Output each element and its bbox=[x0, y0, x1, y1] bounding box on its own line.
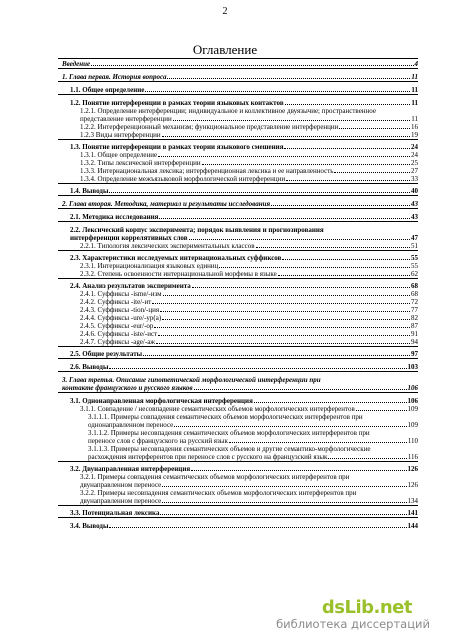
toc-entry-2-1[interactable] bbox=[58, 213, 418, 221]
toc-dot-leader bbox=[156, 343, 410, 344]
toc-dot-leader bbox=[162, 486, 406, 487]
toc-entry-1-2[interactable] bbox=[58, 99, 418, 107]
toc-entry-text: Введение bbox=[62, 60, 91, 68]
toc-entry-text: 1.2.1. Определение интерференции; индивидуальное и коллективное двуязычие; пространственное bbox=[80, 107, 376, 115]
toc-entry-text: 3.3. Потенциальная лексика bbox=[70, 509, 160, 517]
toc-page-number: 24 bbox=[411, 151, 418, 159]
toc-entry-text: 1.3. Понятие интерференции в рамках теории языкового смешения bbox=[70, 143, 284, 151]
toc-dot-leader bbox=[229, 442, 407, 443]
toc-entry-text: 1.3.3. Интернациональная лексика; интерференционная лексика и ее направленность bbox=[80, 167, 334, 175]
toc-page-number: 40 bbox=[411, 187, 418, 195]
toc-entry-text: 2.1. Методика исследования bbox=[70, 213, 159, 221]
toc-entry-text: 1.2.2. Интерференционный механизм; функциональное представление интерференции bbox=[80, 123, 339, 131]
toc-entry-text: 2.2. Лексический корпус эксперимента; порядок выявления и прогнозирования bbox=[70, 226, 324, 234]
toc-entry-2-4-7[interactable] bbox=[58, 338, 418, 346]
toc-entry-2-4-3[interactable] bbox=[58, 306, 418, 314]
toc-entry-text: 2.3. Характеристики исследуемых интернациональных суффиксов bbox=[70, 254, 282, 262]
toc-dot-leader bbox=[173, 120, 411, 121]
toc-entry-2-4[interactable] bbox=[58, 282, 418, 290]
toc-page-number: 68 bbox=[411, 290, 418, 298]
toc-dot-leader bbox=[109, 368, 406, 369]
toc-dot-leader bbox=[154, 327, 410, 328]
toc-entry-ch1[interactable] bbox=[58, 73, 418, 81]
toc-entry-text: 2.5. Общие результаты bbox=[70, 350, 143, 358]
toc-page-number: 82 bbox=[411, 314, 418, 322]
toc-page-number: 106 bbox=[407, 397, 418, 405]
toc-entry-text: 2.6. Выводы bbox=[70, 363, 109, 371]
toc-dot-leader bbox=[143, 355, 410, 356]
toc-entry-1-3-3[interactable] bbox=[58, 167, 418, 175]
toc-entry-2-3-2[interactable] bbox=[58, 270, 418, 278]
toc-entry-text: 2.4.2. Суффиксы -ite/-ит bbox=[80, 298, 152, 306]
toc-page-number: 33 bbox=[411, 175, 418, 183]
toc-entry-3-2[interactable] bbox=[58, 465, 418, 473]
toc-entry-3-4[interactable] bbox=[58, 522, 418, 530]
toc-page-number: 87 bbox=[411, 322, 418, 330]
toc-entry-2-6[interactable] bbox=[58, 363, 418, 371]
toc-entry-text: 2.3.1. Интернационализация языковых единиц bbox=[80, 262, 219, 270]
toc-page-number: 55 bbox=[411, 262, 418, 270]
toc-entry-text-continued: однонаправленном переносе bbox=[88, 421, 174, 429]
toc-dot-leader bbox=[174, 426, 406, 427]
toc-entry-2-3[interactable] bbox=[58, 254, 418, 262]
toc-entry-text: 3.1. Однонаправленная морфологическая интерференция bbox=[70, 397, 253, 405]
toc-entry-text: 1.2.3 Виды интерференции bbox=[80, 131, 161, 139]
toc-entry-text: 2.4.3. Суффиксы -tion/-ция bbox=[80, 306, 160, 314]
toc-page-number: 77 bbox=[411, 306, 418, 314]
toc-entry-3-1-1-3[interactable] bbox=[58, 445, 418, 461]
toc-dot-leader bbox=[145, 91, 410, 92]
toc-dot-leader bbox=[159, 218, 410, 219]
table-of-contents bbox=[58, 58, 418, 530]
toc-dot-leader bbox=[91, 65, 413, 66]
toc-entry-text: 1.3.1. Общее определение bbox=[80, 151, 158, 159]
toc-page-number: 11 bbox=[411, 86, 418, 94]
toc-entry-ch3[interactable] bbox=[58, 376, 418, 392]
toc-entry-text: 2.2.1. Типология лексических экспериментальных классов bbox=[80, 242, 255, 250]
toc-entry-2-4-6[interactable] bbox=[58, 330, 418, 338]
toc-entry-text: 3.1.1.3. Примеры несовпадения семантических объемов и другие семантико-морфологические bbox=[88, 445, 371, 453]
toc-entry-1-2-3[interactable] bbox=[58, 131, 418, 139]
toc-page-number: 109 bbox=[407, 405, 418, 413]
toc-entry-text: 1.2. Понятие интерференции в рамках теории языковых контактов bbox=[70, 99, 284, 107]
toc-dot-leader bbox=[192, 287, 410, 288]
toc-entry-text-continued: контакте французского и русского языков bbox=[62, 384, 193, 392]
toc-dot-leader bbox=[202, 164, 410, 165]
toc-dot-leader bbox=[162, 136, 410, 137]
toc-entry-1-3-1[interactable] bbox=[58, 151, 418, 159]
toc-dot-leader bbox=[356, 410, 407, 411]
toc-entry-text: 2.4.6. Суффиксы -iste/-ист bbox=[80, 330, 158, 338]
toc-dot-leader bbox=[256, 247, 410, 248]
toc-dot-leader bbox=[286, 180, 410, 181]
toc-entry-text: 1.3.4. Определение межъязыковой морфологической интерференции bbox=[80, 175, 286, 183]
toc-page-number: 141 bbox=[407, 509, 418, 517]
toc-entry-2-2-1[interactable] bbox=[58, 242, 418, 250]
toc-dot-leader bbox=[284, 148, 410, 149]
toc-divider bbox=[58, 58, 418, 59]
toc-page-number: 106 bbox=[407, 384, 418, 392]
toc-dot-leader bbox=[334, 172, 410, 173]
toc-entry-text: 2.4.4. Суффиксы -ure/-ур(а) bbox=[80, 314, 162, 322]
toc-dot-leader bbox=[194, 389, 407, 390]
toc-page-number: 16 bbox=[411, 123, 418, 131]
toc-entry-3-1[interactable] bbox=[58, 397, 418, 405]
toc-page-number: 27 bbox=[411, 167, 418, 175]
toc-page-number: 19 bbox=[411, 131, 418, 139]
toc-dot-leader bbox=[152, 303, 410, 304]
toc-page-number: 51 bbox=[411, 242, 418, 250]
toc-page-number: 68 bbox=[411, 282, 418, 290]
toc-page-number: 144 bbox=[407, 522, 418, 530]
toc-dot-leader bbox=[278, 275, 410, 276]
toc-page-number: 91 bbox=[411, 330, 418, 338]
toc-page-number: 4 bbox=[414, 60, 418, 68]
toc-dot-leader bbox=[163, 295, 410, 296]
toc-entry-text: 1.1. Общее определение bbox=[70, 86, 145, 94]
toc-entry-1-2-1[interactable] bbox=[58, 107, 418, 123]
toc-page-number: 62 bbox=[411, 270, 418, 278]
toc-page-number: 55 bbox=[411, 254, 418, 262]
toc-entry-3-2-2[interactable] bbox=[58, 489, 418, 505]
toc-page-number: 97 bbox=[411, 350, 418, 358]
page-title: Оглавление bbox=[192, 42, 258, 57]
toc-entry-3-3[interactable] bbox=[58, 509, 418, 517]
toc-entry-text: 3.1.1. Совпадение / несовпадение семантических объемов морфологических интерферентов bbox=[80, 405, 355, 413]
toc-entry-text: 2. Глава вторая. Методика, материал и результаты исследования bbox=[62, 200, 271, 208]
toc-entry-text: 3.2.1. Примеры совпадения семантических объемов морфологических интерферентов при bbox=[80, 473, 350, 481]
toc-entry-text-continued: двунаправленном переносе bbox=[80, 481, 162, 489]
toc-dot-leader bbox=[191, 470, 406, 471]
toc-entry-text-continued: переносе слов с французского на русский язык bbox=[88, 437, 228, 445]
toc-page-number: 24 bbox=[411, 143, 418, 151]
toc-dot-leader bbox=[162, 502, 406, 503]
toc-entry-text-continued: интерференции коррелятивных слов bbox=[70, 234, 188, 242]
toc-entry-text: 3.4. Выводы bbox=[70, 522, 109, 530]
toc-page-number: 94 bbox=[411, 338, 418, 346]
toc-dot-leader bbox=[167, 78, 410, 79]
toc-entry-text: 2.4.7. Суффиксы -age/-аж bbox=[80, 338, 156, 346]
toc-entry-text: 3.2.2. Примеры несовпадения семантических объемов морфологических интерферентов при bbox=[80, 489, 357, 497]
toc-dot-leader bbox=[162, 319, 410, 320]
toc-entry-3-2-1[interactable] bbox=[58, 473, 418, 489]
toc-page-number: 109 bbox=[407, 421, 418, 429]
toc-entry-text: 2.3.2. Степень освоенности интернациональной морфемы в языке bbox=[80, 270, 277, 278]
watermark-logo: dsLib.net bbox=[321, 597, 412, 618]
toc-page-number: 11 bbox=[411, 115, 418, 123]
toc-dot-leader bbox=[160, 514, 406, 515]
toc-entry-1-4[interactable] bbox=[58, 187, 418, 195]
toc-dot-leader bbox=[271, 205, 410, 206]
toc-entry-ch2[interactable] bbox=[58, 200, 418, 208]
page-number: 2 bbox=[222, 6, 228, 17]
toc-page-number: 126 bbox=[407, 481, 418, 489]
toc-dot-leader bbox=[109, 192, 410, 193]
toc-entry-text: 3. Глава третья. Описание гипотетической морфологической интерференции при bbox=[62, 376, 321, 384]
toc-entry-text-continued: двунаправленном переносе bbox=[80, 497, 162, 505]
toc-entry-1-3-2[interactable] bbox=[58, 159, 418, 167]
toc-entry-1-3-4[interactable] bbox=[58, 175, 418, 183]
toc-entry-intro[interactable] bbox=[58, 60, 418, 68]
toc-entry-1-3[interactable] bbox=[58, 143, 418, 151]
toc-dot-leader bbox=[109, 527, 406, 528]
toc-dot-leader bbox=[158, 156, 410, 157]
toc-entry-2-5[interactable] bbox=[58, 350, 418, 358]
toc-page-number: 25 bbox=[411, 159, 418, 167]
toc-page-number: 47 bbox=[411, 234, 418, 242]
toc-entry-1-1[interactable] bbox=[58, 86, 418, 94]
toc-entry-2-4-4[interactable] bbox=[58, 314, 418, 322]
toc-page-number: 43 bbox=[411, 200, 418, 208]
toc-entry-text: 3.1.1.2. Примеры несовпадения семантических объемов морфологических интерферентов при bbox=[88, 429, 370, 437]
toc-entry-text: 1. Глава первая. История вопроса bbox=[62, 73, 167, 81]
toc-entry-2-4-2[interactable] bbox=[58, 298, 418, 306]
toc-dot-leader bbox=[285, 104, 411, 105]
toc-entry-3-1-1-1[interactable] bbox=[58, 413, 418, 429]
toc-dot-leader bbox=[158, 335, 410, 336]
toc-entry-1-2-2[interactable] bbox=[58, 123, 418, 131]
toc-entry-text: 3.2. Двунаправленная интерференция bbox=[70, 465, 191, 473]
toc-dot-leader bbox=[160, 311, 410, 312]
toc-entry-text-continued: расхождения интерферентов при переносе слов с русского на французский язык bbox=[88, 453, 328, 461]
toc-page-number: 103 bbox=[407, 363, 418, 371]
toc-page-number: 134 bbox=[407, 497, 418, 505]
toc-dot-leader bbox=[219, 267, 410, 268]
toc-dot-leader bbox=[254, 402, 407, 403]
toc-dot-leader bbox=[328, 458, 406, 459]
watermark-subtitle: библиотека диссертаций bbox=[276, 617, 430, 631]
toc-entry-3-1-1[interactable] bbox=[58, 405, 418, 413]
toc-entry-2-4-5[interactable] bbox=[58, 322, 418, 330]
toc-entry-text: 1.3.2. Типы лексической интерференции bbox=[80, 159, 201, 167]
toc-entry-text-continued: представление интерференции bbox=[80, 115, 172, 123]
toc-dot-leader bbox=[282, 259, 410, 260]
toc-entry-text: 3.1.1.1. Примеры совпадения семантических объемов морфологических интерферентов при bbox=[88, 413, 363, 421]
toc-entry-text: 2.4.5. Суффиксы -eur/-ор bbox=[80, 322, 154, 330]
toc-entry-3-1-1-2[interactable] bbox=[58, 429, 418, 445]
toc-dot-leader bbox=[339, 128, 410, 129]
toc-page-number: 72 bbox=[411, 298, 418, 306]
toc-entry-2-2[interactable] bbox=[58, 226, 418, 242]
toc-entry-text: 2.4.1. Суффиксы -isme/-изм bbox=[80, 290, 162, 298]
toc-entry-2-3-1[interactable] bbox=[58, 262, 418, 270]
toc-page-number: 11 bbox=[411, 99, 418, 107]
toc-entry-text: 2.4. Анализ результатов эксперимента bbox=[70, 282, 191, 290]
toc-entry-2-4-1[interactable] bbox=[58, 290, 418, 298]
toc-page-number: 11 bbox=[411, 73, 418, 81]
toc-entry-text: 1.4. Выводы bbox=[70, 187, 109, 195]
toc-page-number: 126 bbox=[407, 465, 418, 473]
toc-page-number: 110 bbox=[407, 437, 418, 445]
toc-dot-leader bbox=[189, 239, 410, 240]
toc-page-number: 43 bbox=[411, 213, 418, 221]
toc-page-number: 116 bbox=[407, 453, 418, 461]
